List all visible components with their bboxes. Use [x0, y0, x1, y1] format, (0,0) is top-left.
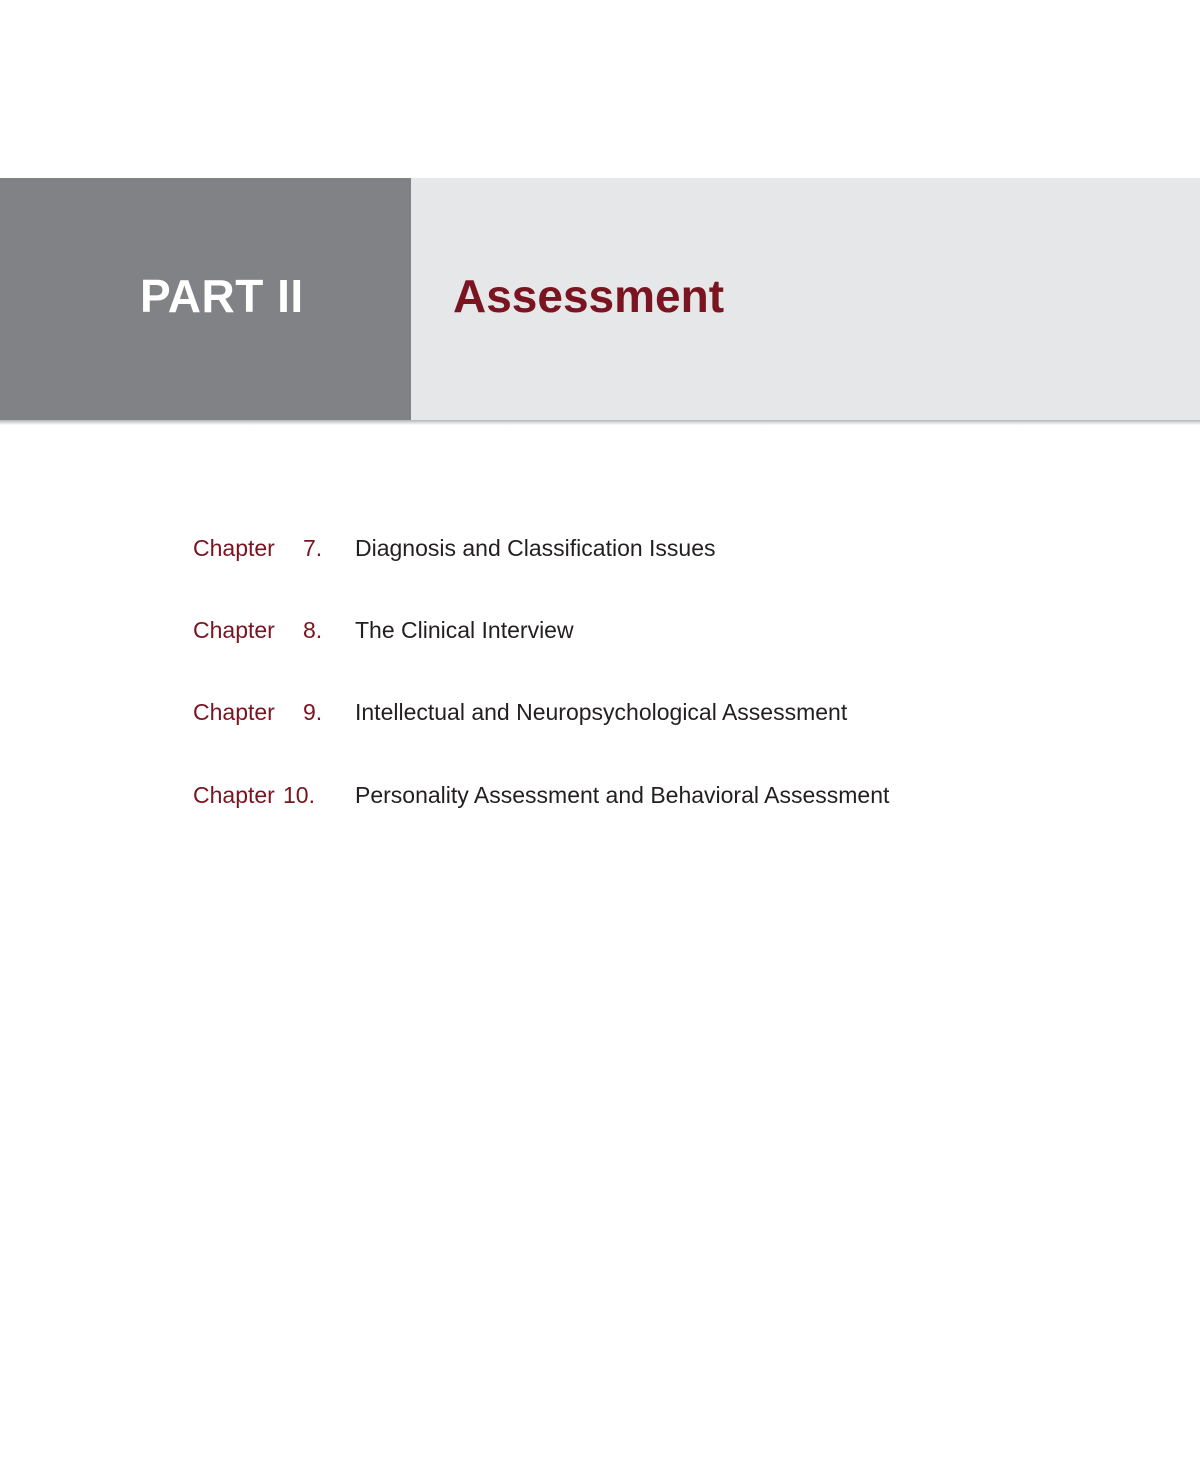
chapter-entry-10[interactable]	[193, 779, 1093, 811]
chapter-entry-7[interactable]	[193, 532, 1093, 564]
chapter-word: Chapter	[193, 617, 275, 643]
chapter-title: Diagnosis and Classification Issues	[355, 535, 716, 561]
part-label-panel	[0, 178, 411, 420]
chapter-title: The Clinical Interview	[355, 617, 574, 643]
chapter-number: 9.	[303, 699, 323, 725]
chapter-entry-9[interactable]	[193, 696, 1093, 728]
chapter-number: 8.	[303, 617, 323, 643]
part-title: Assessment	[453, 270, 725, 322]
chapter-list	[193, 532, 1093, 861]
chapter-title: Intellectual and Neuropsychological Assessment	[355, 699, 848, 725]
chapter-entry-8[interactable]	[193, 614, 1093, 646]
part-label: PART II	[140, 270, 304, 322]
chapter-word: Chapter	[193, 782, 275, 808]
chapter-word: Chapter	[193, 535, 275, 561]
chapter-word: Chapter	[193, 699, 275, 725]
banner-shadow	[0, 420, 1200, 425]
chapter-number: 7.	[303, 535, 323, 561]
part-title-panel	[411, 178, 1200, 420]
chapter-title: Personality Assessment and Behavioral Assessment	[355, 782, 890, 808]
chapter-number: 10.	[283, 782, 315, 808]
part-banner	[0, 178, 1200, 420]
